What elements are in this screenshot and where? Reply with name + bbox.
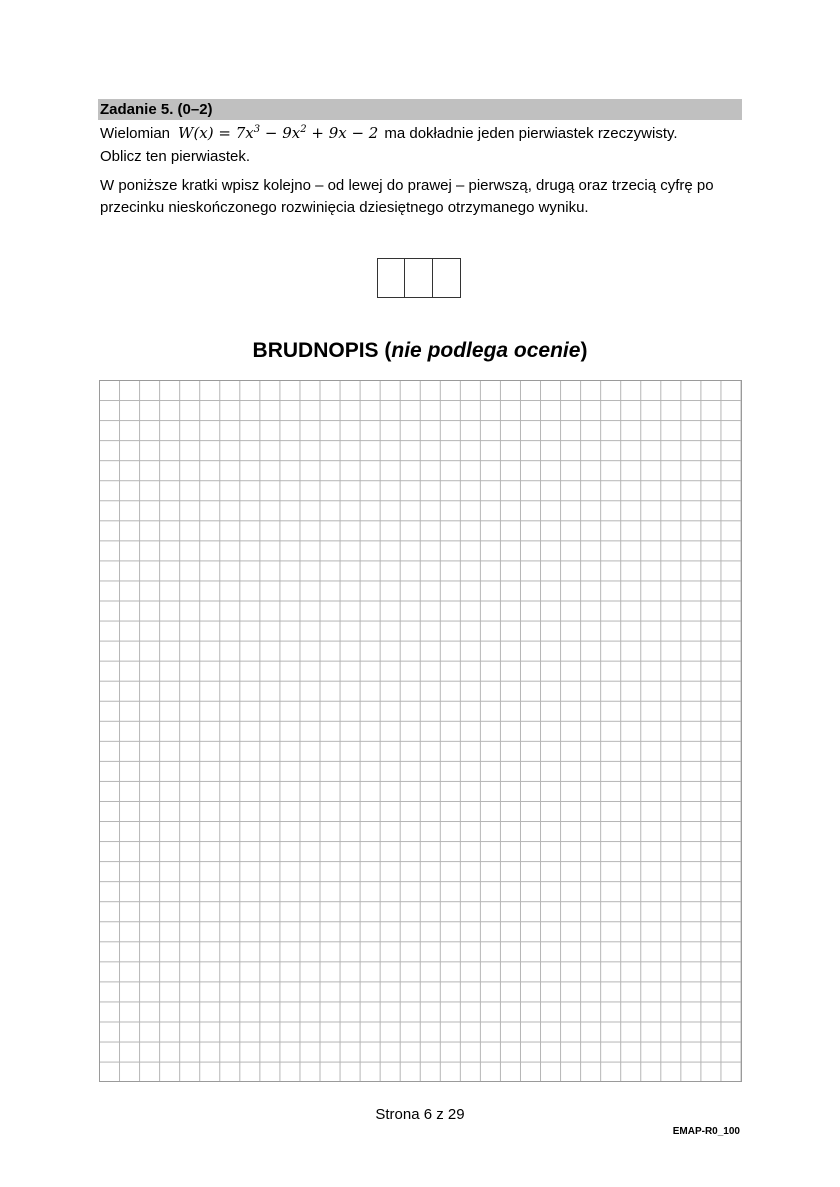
instruction-line2: przecinku nieskończonego rozwinięcia dziesiętnego otrzymanego wyniku. bbox=[100, 199, 589, 216]
answer-boxes bbox=[377, 258, 461, 298]
task-statement-line1 bbox=[100, 124, 678, 142]
task-statement-line2: Oblicz ten pierwiastek. bbox=[100, 148, 251, 165]
answer-digit-box-3[interactable] bbox=[433, 259, 460, 297]
answer-digit-box-1[interactable] bbox=[378, 259, 405, 297]
draft-title: BRUDNOPIS (nie podlega ocenie) bbox=[252, 339, 588, 362]
instruction-line1: W poniższe kratki wpisz kolejno – od lewej do prawej – pierwszą, drugą oraz trzecią cyfrę po bbox=[100, 177, 714, 194]
polynomial-formula: $W(x) = 7x^3 - 9x^2 + 9x - 2$ bbox=[178, 124, 379, 142]
page-number: Strona 6 z 29 bbox=[375, 1106, 465, 1123]
task-suffix: ma dokładnie jeden pierwiastek rzeczywisty. bbox=[384, 125, 678, 142]
answer-digit-box-2[interactable] bbox=[405, 259, 432, 297]
task-prefix: Wielomian bbox=[100, 125, 171, 142]
exam-code: EMAP-R0_100 bbox=[672, 1126, 740, 1137]
draft-grid[interactable] bbox=[99, 380, 742, 1082]
task-header: Zadanie 5. (0–2) bbox=[98, 99, 742, 120]
